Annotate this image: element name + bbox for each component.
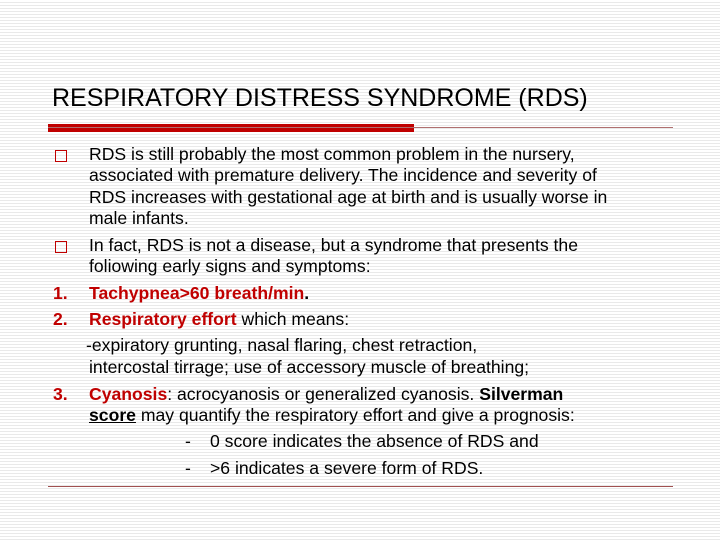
title-accent-bar (48, 124, 414, 132)
bullet-2-line: foliowing early signs and symptoms: (89, 256, 371, 276)
item-3 (89, 384, 563, 404)
silverman-term: Silverman (479, 384, 564, 404)
title-divider (48, 127, 673, 128)
item-1 (89, 283, 309, 303)
item-2-rest: which means: (236, 309, 350, 329)
bullet-1-line: associated with premature delivery. The incidence and severity of (89, 165, 597, 185)
item-1-rest: . (304, 283, 310, 303)
slide-title: RESPIRATORY DISTRESS SYNDROME (RDS) (52, 84, 588, 112)
item-3-rest-2: may quantify the respiratory effort and give a prognosis: (135, 405, 575, 425)
score-term: score (89, 405, 136, 425)
item-3-line-2 (89, 405, 575, 425)
dash-item: 0 score indicates the absence of RDS and (210, 431, 539, 451)
item-3-term: Cyanosis (89, 384, 168, 404)
item-2-sub-line: -expiratory grunting, nasal flaring, chest retraction, (86, 335, 478, 355)
bullet-1-line: male infants. (89, 208, 189, 228)
item-3-rest: : acrocyanosis or generalized cyanosis. (167, 384, 480, 404)
item-2 (89, 309, 349, 329)
dash-marker: - (185, 458, 191, 478)
item-1-term: Tachypnea>60 breath/min (89, 283, 305, 303)
bottom-divider (48, 486, 673, 487)
item-number: 3. (53, 384, 68, 404)
dash-item: >6 indicates a severe form of RDS. (210, 458, 484, 478)
item-2-term: Respiratory effort (89, 309, 237, 329)
bullet-1-line: RDS is still probably the most common problem in the nursery, (89, 144, 575, 164)
item-2-sub-line: intercostal tirrage; use of accessory muscle of breathing; (89, 357, 530, 377)
item-number: 2. (53, 309, 68, 329)
bullet-2-line: In fact, RDS is not a disease, but a syndrome that presents the (89, 235, 578, 255)
bullet-1-line: RDS increases with gestational age at birth and is usually worse in (89, 187, 608, 207)
square-bullet-icon (55, 241, 67, 253)
square-bullet-icon (55, 150, 67, 162)
item-number: 1. (53, 283, 68, 303)
dash-marker: - (185, 431, 191, 451)
